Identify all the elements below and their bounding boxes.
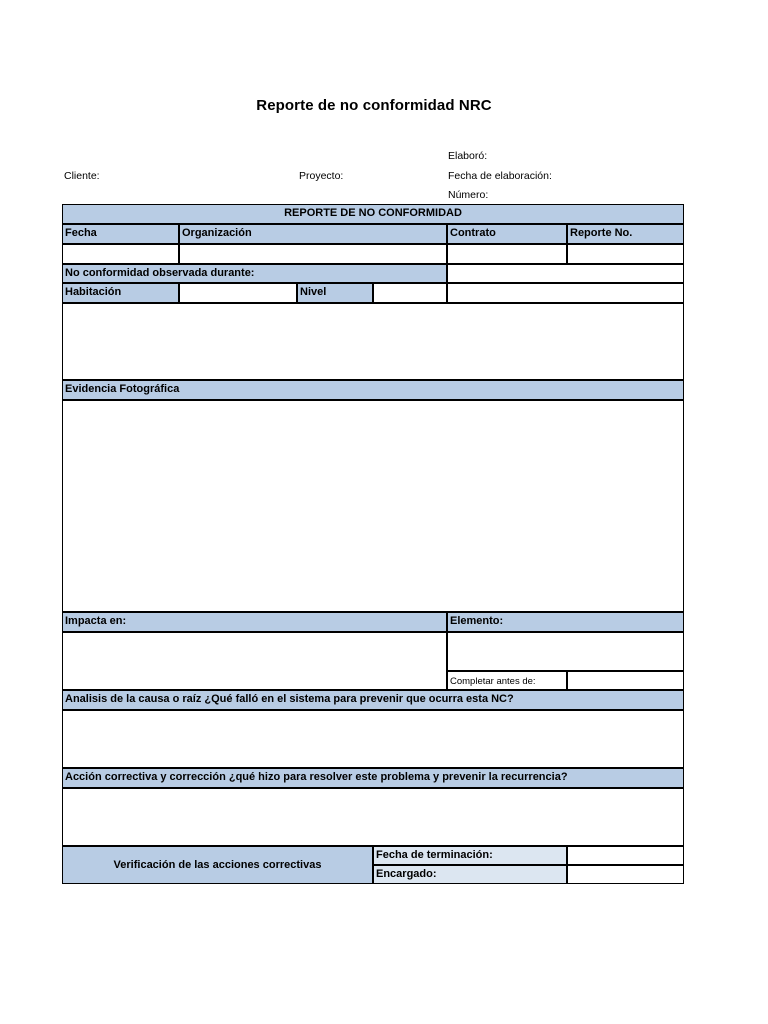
- contrato-header: Contrato: [447, 224, 567, 244]
- evidencia-area[interactable]: [62, 400, 684, 612]
- organizacion-field[interactable]: [179, 244, 447, 264]
- completar-antes-label: Completar antes de:: [447, 671, 567, 690]
- evidencia-header: Evidencia Fotográfica: [62, 380, 684, 400]
- encargado-label: Encargado:: [373, 865, 567, 884]
- habitacion-field[interactable]: [179, 283, 297, 303]
- verificacion-text: Verificación de las acciones correctivas: [113, 858, 322, 871]
- nivel-field[interactable]: [373, 283, 447, 303]
- analisis-header: Analisis de la causa o raíz ¿Qué falló en el sistema para prevenir que ocurra esta NC?: [62, 690, 684, 710]
- description-area[interactable]: [62, 303, 684, 380]
- verificacion-label: [62, 846, 373, 884]
- reporte-no-header: Reporte No.: [567, 224, 684, 244]
- proyecto-label: Proyecto:: [299, 170, 344, 182]
- contrato-field[interactable]: [447, 244, 567, 264]
- reporte-no-field[interactable]: [567, 244, 684, 264]
- fecha-terminacion-label: Fecha de terminación:: [373, 846, 567, 865]
- habitacion-label: Habitación: [62, 283, 179, 303]
- nonconformity-form: [62, 204, 684, 884]
- impacta-field[interactable]: [62, 632, 447, 690]
- analisis-area[interactable]: [62, 710, 684, 768]
- elemento-header: Elemento:: [447, 612, 684, 632]
- elemento-field[interactable]: [447, 632, 684, 671]
- page-title: Reporte de no conformidad NRC: [256, 97, 492, 114]
- observada-durante-field[interactable]: [447, 264, 684, 283]
- section-title: REPORTE DE NO CONFORMIDAD: [62, 204, 684, 224]
- fecha-header: Fecha: [62, 224, 179, 244]
- organizacion-header: Organización: [179, 224, 447, 244]
- nivel-label: Nivel: [297, 283, 373, 303]
- habitacion-extra-field[interactable]: [447, 283, 684, 303]
- fecha-elaboracion-label: Fecha de elaboración:: [448, 170, 552, 182]
- fecha-terminacion-field[interactable]: [567, 846, 684, 865]
- elaboro-label: Elaboró:: [448, 150, 488, 162]
- impacta-header: Impacta en:: [62, 612, 447, 632]
- accion-area[interactable]: [62, 788, 684, 846]
- accion-header: Acción correctiva y corrección ¿qué hizo para resolver este problema y prevenir la recurrencia?: [62, 768, 684, 788]
- encargado-field[interactable]: [567, 865, 684, 884]
- fecha-field[interactable]: [62, 244, 179, 264]
- completar-antes-field[interactable]: [567, 671, 684, 690]
- observada-durante-label: No conformidad observada durante:: [62, 264, 447, 283]
- cliente-label: Cliente:: [64, 170, 100, 182]
- numero-label: Número:: [448, 189, 489, 201]
